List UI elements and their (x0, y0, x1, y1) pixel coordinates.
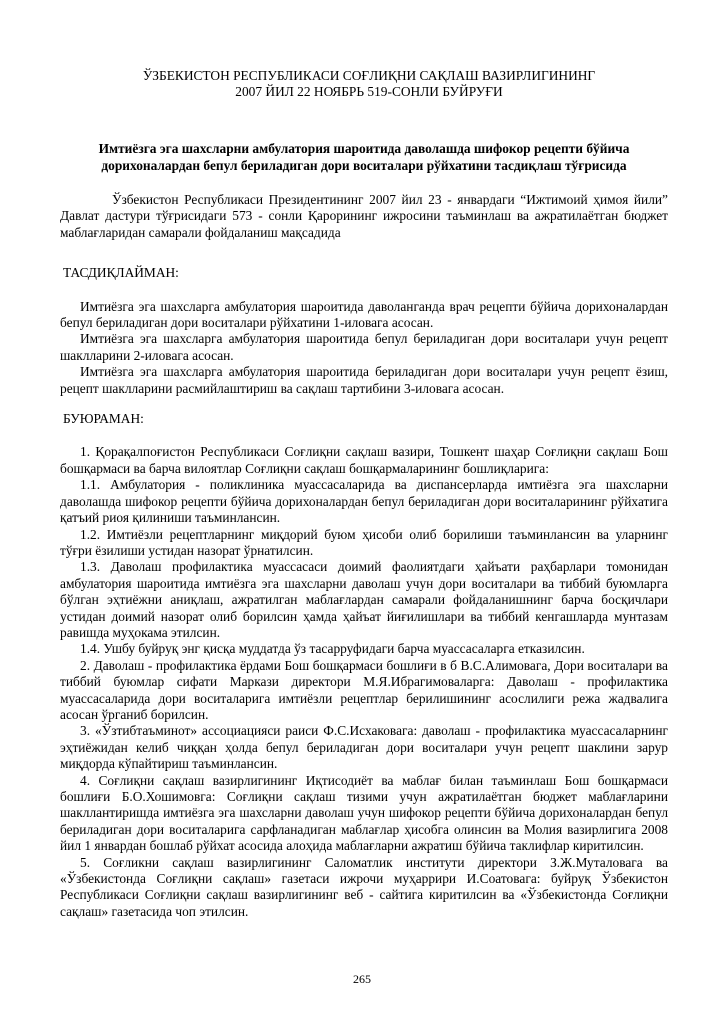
header-line-1: ЎЗБЕКИСТОН РЕСПУБЛИКАСИ СОҒЛИҚНИ САҚЛАШ ВАЗИРЛИГИНИНГ (142, 68, 596, 83)
order-item: 1.2. Имтиёзли рецептларнинг миқдорий буюм ҳисоби олиб борилиши таъминлансин ва уларнинг тўғри ёзилиши устидан назорат ўрнатилсин. (60, 526, 668, 558)
order-item: 1. Қорақалпоғистон Республикаси Соғлиқни сақлаш вазири, Тошкент шаҳар Соғлиқни сақлаш Бош бошқармаси ва барча вилоятлар Соғлиқни сақлаш бошқармаларининг бошлиқларига: (60, 444, 668, 476)
order-item: 2. Даволаш - профилактика ёрдами Бош бошқармаси бошлиғи в б В.С.Алимовага, Дори воситалари ва тиббий буюмлар сифати Маркази директори М.Я.Ибрагимоваларга: Даволаш - профилактика муассасаларида дори воситаларига имтиёзли рецептлар берилишининг асослилиги режа жадвалига асосан ўрганиб борилсин. (60, 657, 668, 722)
intro-paragraph: Ўзбекистон Республикаси Президентининг 2007 йил 23 - январдаги “Ижтимоий ҳимоя йили” Давлат дастури тўғрисидаги 573 - сонли Қарорининг ижросини таъминлаш ва ажратилаётган бюджет маблағларидан самарали фойдаланиш мақсадида (60, 192, 668, 240)
order-item: 5. Соғликни сақлаш вазирлигининг Саломатлик институти директори З.Ж.Муталовага ва «Ўзбекистонда Соғлиқни сақлаш» газетаси ижрочи муҳаррири И.Соатовага: буйруқ Ўзбекистон Республикаси Соғлиқни сақлаш вазирлигининг веб - сайтига киритилсин ва «Ўзбекистонда Соғлиқни сақлаш» газетасида чоп этилсин. (60, 854, 668, 919)
approve-item: Имтиёзга эга шахсларга амбулатория шароитида бериладиган дори воситалари учун рецепт ёзиш, рецепт шаклларини расмийлаштириш ва сақлаш тартибини 3-иловага асосан. (60, 364, 668, 396)
approve-item: Имтиёзга эга шахсларга амбулатория шароитида даволанганда врач рецепти бўйича дорихоналардан бепул бериладиган дори воситалари рўйхатини 1-иловага асосан. (60, 298, 668, 331)
title-line-2: дорихоналардан бепул бериладиган дори воситалари рўйхатини тасдиқлаш тўғрисида (101, 158, 627, 173)
approve-list (60, 299, 668, 397)
page-number: 265 (353, 972, 371, 986)
title-line-1: Имтиёзга эга шахсларни амбулатория шароитида даволашда шифокор рецепти бўйича (98, 141, 630, 156)
document-page (60, 68, 668, 920)
approve-item: Имтиёзга эга шахсларга амбулатория шароитида бепул бериладиган дори воситалари учун рецепт шаклларини 2-иловага асосан. (60, 331, 668, 363)
header-line-2: 2007 ЙИЛ 22 НОЯБРЬ 519-СОНЛИ БУЙРУҒИ (235, 84, 503, 99)
order-item: 1.4. Ушбу буйруқ энг қисқа муддатда ўз тасарруфидаги барча муассасаларга етказилсин. (80, 641, 585, 657)
order-item: 4. Соғлиқни сақлаш вазирлигининг Иқтисодиёт ва маблағ билан таъминлаш Бош бошқармаси бошлиғи Б.О.Хошимовга: Соғлиқни сақлаш тизими учун ажратилаётган бюджет маблағларини шакллантиришда имтиёзга эга шахсларни даволаш учун шифокор рецепти бўйича дорихоналардан бепул бериладиган дори воситаларига сарфланадиган маблағлар ҳисобга олинсин ва Молия вазирлигига 2008 йил 1 январдан бошлаб рўйхат асосида алоҳида маблағларни ажратиш бўйича таклифлар киритилсин. (60, 772, 668, 854)
order-heading: БУЮРАМАН: (63, 411, 144, 427)
document-title (60, 140, 668, 174)
order-item: 1.3. Даволаш профилактика муассасаси доимий фаолиятдаги ҳайъати раҳбарлари томонидан амбулатория шароитида имтиёзга эга шахсларни даволаш учун дори воситалари ва тиббий буюмларга бўлган эҳтиёжни аниқлаш, ажратилган маблағлардан самарали фойдаланишнинг барча босқичлари устидан доимий назорат олиб борилсин ҳамда ҳайъат йиғилишлари ва тиббий кенгашларда мунтазам равишда муҳокама этилсин. (60, 559, 668, 640)
approve-heading: ТАСДИҚЛАЙМАН: (63, 265, 179, 281)
document-header (60, 68, 668, 100)
order-list (60, 444, 668, 920)
order-item: 1.1. Амбулатория - поликлиника муассасаларида ва диспансерларда имтиёзга эга шахсларни даволашда шифокор рецепти бўйича дорихоналардан бепул бериладиган дори воситаларининг рўйхатига қатъий риоя қилиниши таъминлансин. (60, 477, 668, 526)
order-item: 3. «Ўзтибтаъминот» ассоциацияси раиси Ф.С.Исхаковага: даволаш - профилактика муассасаларнинг эҳтиёжидан келиб чиққан ҳолда бепул бериладиган дори воситалари учун рецепт шаклини зарур миқдорда кўпайтириш таъминлансин. (60, 723, 668, 772)
